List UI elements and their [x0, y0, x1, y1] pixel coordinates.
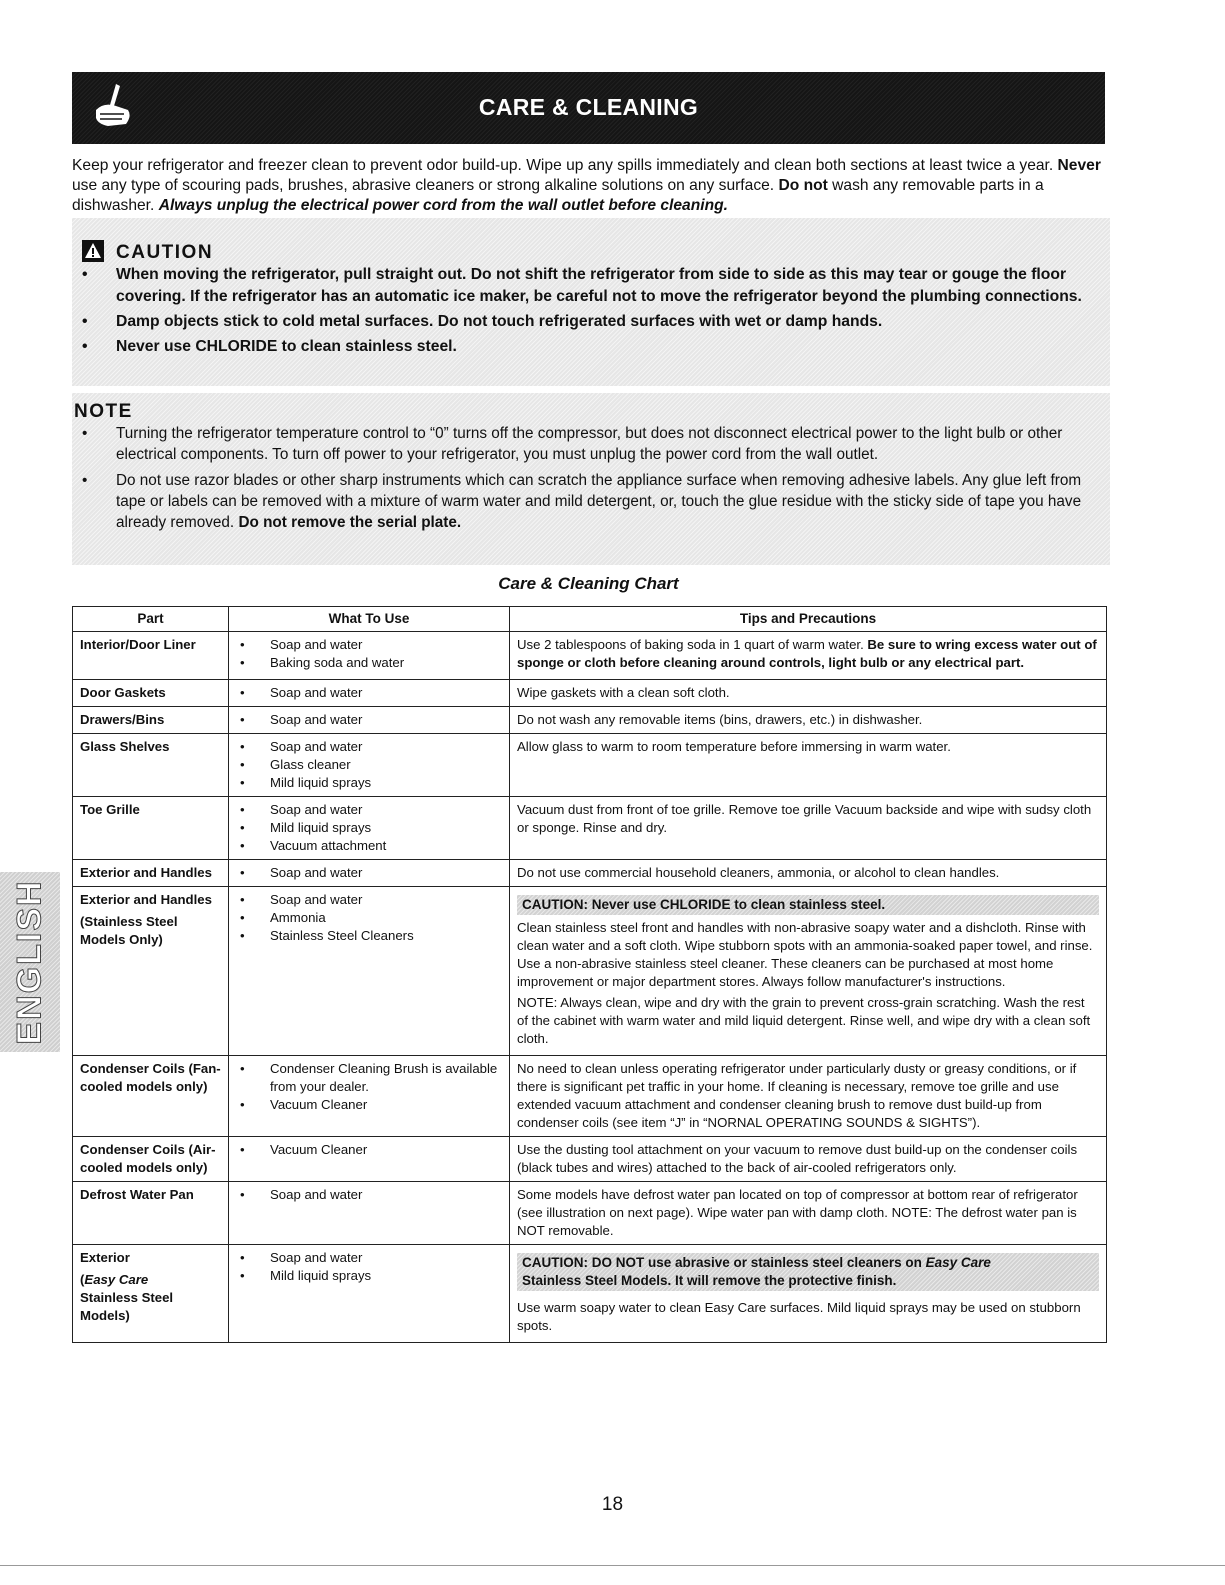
- part-cell: Drawers/Bins: [73, 707, 229, 734]
- use-item: • Vacuum attachment: [236, 837, 502, 855]
- part-qualifier: [80, 1271, 221, 1325]
- caution-bar: CAUTION: Never use CHLORIDE to clean stainless steel.: [517, 895, 1099, 915]
- part-cell: Condenser Coils (Air-cooled models only): [73, 1137, 229, 1182]
- note-box: [72, 393, 1110, 565]
- caution-list: [72, 264, 1106, 361]
- tips-cell: Do not use commercial household cleaners, ammonia, or alcohol to clean handles.: [510, 860, 1107, 887]
- intro-never: Never: [1057, 157, 1101, 174]
- warning-triangle-icon: [82, 240, 104, 262]
- page-title: CARE & CLEANING: [478, 94, 699, 120]
- caution-item: • Damp objects stick to cold metal surfaces. Do not touch refrigerated surfaces with wet or damp hands.: [82, 313, 883, 330]
- caution-item: • When moving the refrigerator, pull straight out. Do not shift the refrigerator from side to side as this may tear or gouge the floor covering. If the refrigerator has an automatic ice maker, be careful not to move the refrigerator beyond the plumbing connections.: [82, 266, 1082, 305]
- note-list: [72, 423, 1106, 538]
- chart-title: Care & Cleaning Chart: [498, 574, 679, 593]
- tips-cell: Vacuum dust from front of toe grille. Remove toe grille Vacuum backside and wipe with sudsy cloth or sponge. Rinse and dry.: [510, 797, 1107, 860]
- use-item: • Soap and water: [236, 738, 502, 756]
- uses-cell: [229, 734, 510, 797]
- part-cell: Condenser Coils (Fan-cooled models only): [73, 1056, 229, 1137]
- part-qualifier-open: (: [80, 1272, 85, 1287]
- page-number: 18: [601, 1494, 624, 1515]
- use-item: • Vacuum Cleaner: [236, 1096, 502, 1114]
- use-item: • Soap and water: [236, 1249, 502, 1267]
- column-header-what-to-use: What To Use: [229, 607, 510, 632]
- uses-cell: [229, 1245, 510, 1343]
- part-cell: Defrost Water Pan: [73, 1182, 229, 1245]
- part-cell: [73, 887, 229, 1056]
- caution-item-text: When moving the refrigerator, pull straight out. Do not shift the refrigerator from side to side as this may tear or gouge the floor covering. If the refrigerator has an automatic ice maker, be careful not to move the refrigerator beyond the plumbing connections.: [116, 266, 1082, 305]
- care-cleaning-table: [72, 606, 1107, 1343]
- use-item: • Ammonia: [236, 909, 502, 927]
- caution-item-text: Never use CHLORIDE to clean stainless steel.: [116, 338, 457, 355]
- note-item-text: Turning the refrigerator temperature control to “0” turns off the compressor, but does not disconnect electrical power to the light bulb or other electrical components. To turn off power to your refrigerator, you must unplug the power cord from the wall outlet.: [116, 425, 1063, 463]
- use-item: • Soap and water: [236, 636, 502, 654]
- uses-cell: [229, 680, 510, 707]
- part-cell: Interior/Door Liner: [73, 632, 229, 680]
- use-item: • Glass cleaner: [236, 756, 502, 774]
- intro-paragraph: [72, 156, 1112, 216]
- use-item: • Condenser Cleaning Brush is available from your dealer.: [236, 1060, 502, 1096]
- table-header-row: [73, 607, 1107, 632]
- table-row: [73, 887, 1107, 1056]
- intro-text-1: Keep your refrigerator and freezer clean to prevent odor build-up. Wipe up any spills immediately and clean both sections at least twice a year.: [72, 157, 1058, 174]
- bottom-divider: [0, 1565, 1225, 1566]
- part-qualifier: (Stainless Steel Models Only): [80, 914, 178, 947]
- tip-text: Clean stainless steel front and handles with non-abrasive soapy water and a dishcloth. Rinse with clean water and a soft cloth. Wipe stubborn spots with an ammonia-soaked paper towel, and rinse. Use a non-abrasive stainless steel cleaner. These cleaners can be purchased at most home improvement or major department stores. Always follow manufacturer's instructions.: [517, 920, 1093, 989]
- use-item: • Mild liquid sprays: [236, 774, 502, 792]
- use-item: • Soap and water: [236, 891, 502, 909]
- tips-cell: No need to clean unless operating refrigerator under particularly dusty or greasy conditions, or if there is significant pet traffic in your home. If cleaning is necessary, remove toe grille and use extended vacuum attachment and condenser cleaning brush to remove dust build-up from condenser coils (see item “J” in “NORNAL OPERATING SOUNDS & SIGHTS”).: [510, 1056, 1107, 1137]
- uses-cell: [229, 797, 510, 860]
- use-item: • Stainless Steel Cleaners: [236, 927, 502, 945]
- tip-text-bold: Be sure to wring excess water out of sponge or cloth before cleaning around controls, light bulb or any electrical part.: [517, 637, 1097, 670]
- uses-cell: [229, 1137, 510, 1182]
- caution-item: • Never use CHLORIDE to clean stainless steel.: [82, 338, 457, 355]
- intro-always-unplug: Always unplug the electrical power cord from the wall outlet before cleaning.: [158, 197, 728, 214]
- part-cell: Glass Shelves: [73, 734, 229, 797]
- intro-text-3: wash any removable parts in a dishwasher.: [72, 177, 1044, 214]
- tip-note: NOTE: Always clean, wipe and dry with the grain to prevent cross-grain scratching. Wash the rest of the cabinet with warm water and mild liquid detergent. Rinse well, and wipe dry with a clean soft cloth.: [517, 995, 1091, 1046]
- use-item: • Mild liquid sprays: [236, 819, 502, 837]
- intro-do-not: Do not: [778, 177, 828, 194]
- table-row: [73, 1182, 1107, 1245]
- part-cell: [73, 1245, 229, 1343]
- language-label: ENGLISH: [10, 879, 49, 1045]
- table-row: [73, 1137, 1107, 1182]
- table-row: [73, 1056, 1107, 1137]
- use-item: • Vacuum Cleaner: [236, 1141, 502, 1159]
- use-item: • Mild liquid sprays: [236, 1267, 502, 1285]
- part-cell: Toe Grille: [73, 797, 229, 860]
- column-header-part: Part: [73, 607, 229, 632]
- tips-cell: Some models have defrost water pan located on top of compressor at bottom rear of refrigerator (see illustration on next page). Wipe water pan with damp cloth. NOTE: The defrost water pan is NOT removable.: [510, 1182, 1107, 1245]
- uses-cell: [229, 1056, 510, 1137]
- note-item: • Turning the refrigerator temperature control to “0” turns off the compressor, but does not disconnect electrical power to the light bulb or other electrical components. To turn off power to your refrigerator, you must unplug the power cord from the wall outlet.: [82, 425, 1063, 463]
- note-title: NOTE: [74, 401, 133, 422]
- part-qualifier-rest: Stainless Steel Models): [80, 1290, 174, 1323]
- caution-bar-text: CAUTION: DO NOT use abrasive or stainless steel cleaners on: [522, 1255, 926, 1270]
- column-header-tips: Tips and Precautions: [510, 607, 1107, 632]
- section-header-bar: [72, 72, 1105, 144]
- uses-cell: [229, 707, 510, 734]
- table-row: [73, 734, 1107, 797]
- use-item: • Soap and water: [236, 1186, 502, 1204]
- part-name: Exterior: [80, 1250, 130, 1265]
- tips-cell: Use the dusting tool attachment on your vacuum to remove dust build-up on the condenser coils (black tubes and wires) attached to the back of air-cooled refrigerators only.: [510, 1137, 1107, 1182]
- part-cell: Exterior and Handles: [73, 860, 229, 887]
- table-row: [73, 797, 1107, 860]
- uses-cell: [229, 887, 510, 1056]
- use-item: • Soap and water: [236, 801, 502, 819]
- caution-bar: [517, 1253, 1099, 1291]
- caution-bar-text: Stainless Steel Models. It will remove the protective finish.: [522, 1273, 897, 1288]
- tips-cell: [510, 1245, 1107, 1343]
- tips-cell: Allow glass to warm to room temperature before immersing in warm water.: [510, 734, 1107, 797]
- intro-text-2: use any type of scouring pads, brushes, abrasive cleaners or strong alkaline solutions on any surface.: [72, 177, 779, 194]
- note-item-bold: Do not remove the serial plate.: [238, 514, 462, 531]
- table-row: [73, 680, 1107, 707]
- note-item-text: Do not use razor blades or other sharp instruments which can scratch the appliance surface when removing adhesive labels. Any glue left from tape or labels can be removed with a mixture of warm water and mild detergent, or, touch the glue residue with the sticky side of tape you have already removed.: [116, 472, 1082, 531]
- tips-cell: Do not wash any removable items (bins, drawers, etc.) in dishwasher.: [510, 707, 1107, 734]
- part-qualifier-italic: Easy Care: [84, 1272, 149, 1287]
- table-row: [73, 860, 1107, 887]
- table-row: [73, 707, 1107, 734]
- uses-cell: [229, 860, 510, 887]
- uses-cell: [229, 632, 510, 680]
- use-item: • Soap and water: [236, 864, 502, 882]
- caution-box: [72, 218, 1110, 386]
- table-row: [73, 632, 1107, 680]
- part-name: Exterior and Handles: [80, 892, 212, 907]
- table-row: [73, 1245, 1107, 1343]
- caution-item-text: Damp objects stick to cold metal surfaces. Do not touch refrigerated surfaces with wet or damp hands.: [116, 313, 883, 330]
- tip-text: Use warm soapy water to clean Easy Care surfaces. Mild liquid sprays may be used on stubborn spots.: [517, 1300, 1081, 1333]
- note-item: • Do not use razor blades or other sharp instruments which can scratch the appliance surface when removing adhesive labels. Any glue left from tape or labels can be removed with a mixture of warm water and mild detergent, or, touch the glue residue with the sticky side of tape you have already removed. Do not remove the serial plate.: [82, 472, 1082, 531]
- caution-title: CAUTION: [116, 242, 214, 263]
- use-item: • Soap and water: [236, 684, 502, 702]
- language-side-tab: [0, 872, 60, 1052]
- tips-cell: Wipe gaskets with a clean soft cloth.: [510, 680, 1107, 707]
- uses-cell: [229, 1182, 510, 1245]
- use-item: • Baking soda and water: [236, 654, 502, 672]
- tips-cell: [510, 632, 1107, 680]
- caution-bar-italic: Easy Care: [925, 1255, 991, 1270]
- tips-cell: [510, 887, 1107, 1056]
- part-cell: Door Gaskets: [73, 680, 229, 707]
- tip-text: Use 2 tablespoons of baking soda in 1 quart of warm water.: [517, 637, 868, 652]
- use-item: • Soap and water: [236, 711, 502, 729]
